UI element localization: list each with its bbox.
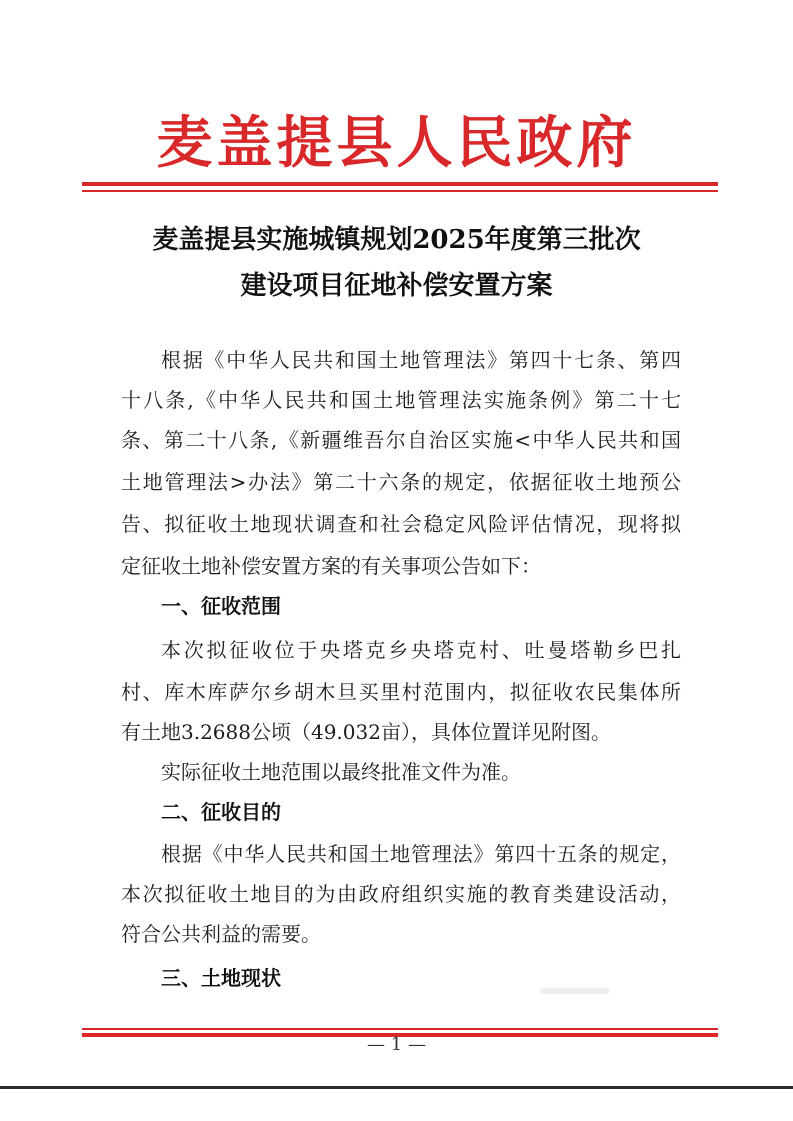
intro-line: 十八条,《中华人民共和国土地管理法实施条例》第二十七 <box>121 388 681 412</box>
issuer-header: 麦盖提县人民政府 <box>156 110 637 176</box>
scan-smudge <box>540 988 610 994</box>
intro-line: 土地管理法>办法》第二十六条的规定，依据征收土地预公 <box>121 470 681 494</box>
section-2-line: 根据《中华人民共和国土地管理法》第四十五条的规定， <box>161 842 681 866</box>
intro-line: 告、拟征收土地现状调查和社会稳定风险评估情况，现将拟 <box>121 512 681 536</box>
section-1-line: 有土地3.2688公顷（49.032亩），具体位置详见附图。 <box>121 720 611 744</box>
intro-line: 条、第二十八条,《新疆维吾尔自治区实施<中华人民共和国 <box>121 428 681 452</box>
document-title-line1: 麦盖提县实施城镇规划2025年度第三批次 <box>152 225 641 255</box>
section-2-line: 符合公共利益的需要。 <box>121 922 321 946</box>
header-red-rule-thick <box>82 182 718 186</box>
section-heading-land-status: 三、土地现状 <box>161 966 281 990</box>
section-1-line: 本次拟征收位于央塔克乡央塔克村、吐曼塔勒乡巴扎 <box>161 638 681 662</box>
scan-edge-line <box>0 1086 793 1089</box>
section-heading-purpose: 二、征收目的 <box>161 800 281 824</box>
page-number: — 1 — <box>367 1034 426 1055</box>
intro-line: 根据《中华人民共和国土地管理法》第四十七条、第四 <box>161 348 681 372</box>
section-heading-scope: 一、征收范围 <box>161 594 281 618</box>
intro-line: 定征收土地补偿安置方案的有关事项公告如下： <box>121 554 541 578</box>
document-title-line2: 建设项目征地补偿安置方案 <box>240 271 553 301</box>
section-1-line: 村、库木库萨尔乡胡木旦买里村范围内，拟征收农民集体所 <box>121 680 681 704</box>
section-2-line: 本次拟征收土地目的为由政府组织实施的教育类建设活动， <box>121 882 681 906</box>
section-1-line: 实际征收土地范围以最终批准文件为准。 <box>161 760 521 784</box>
header-red-rule-thin <box>82 190 718 192</box>
